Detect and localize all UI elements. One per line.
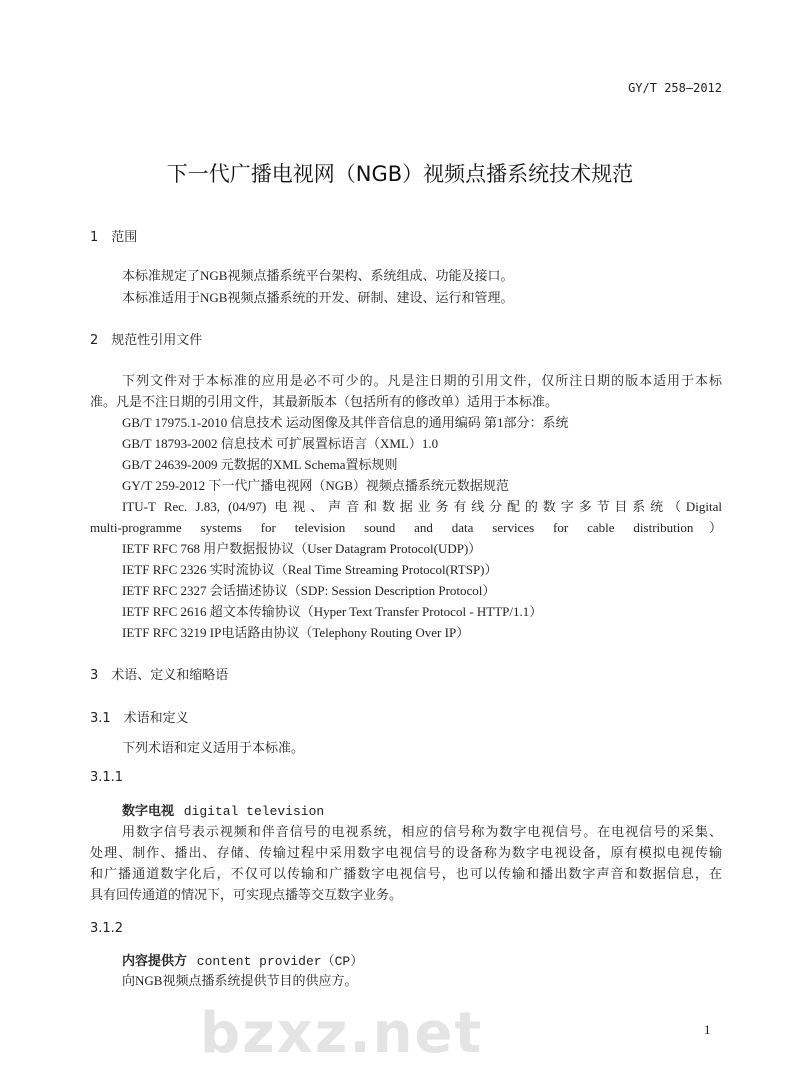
reference-item: IETF RFC 3219 IP电话路由协议（Telephony Routing Over IP） bbox=[122, 625, 470, 640]
term-entry bbox=[122, 802, 722, 820]
definition-line: 和广播通道数字化后，不仅可以传输和广播数字电视信号，也可以传输和播出数字声音和数据信息，在 bbox=[90, 866, 722, 881]
term-number: 3.1.1 bbox=[90, 770, 124, 785]
reference-item: IETF RFC 2326 实时流协议（Real Time Streaming Protocol(RTSP)） bbox=[122, 562, 498, 577]
definition-line: 处理、制作、播出、存储、传输过程中采用数字电视信号的设备称为数字电视设备，原有模拟电视传输 bbox=[90, 845, 722, 860]
reference-item: multi-programme systems for television sound and data services for cable distribution） bbox=[90, 520, 722, 535]
reference-item: ITU-T Rec. J.83, (04/97) 电视、声音和数据业务有线分配的数字多节目系统（Digital bbox=[122, 499, 722, 514]
paragraph: 准。凡是不注日期的引用文件，其最新版本（包括所有的修改单）适用于本标准。 bbox=[90, 394, 559, 409]
reference-item: IETF RFC 2616 超文本传输协议（Hyper Text Transfer Protocol - HTTP/1.1） bbox=[122, 604, 543, 619]
page-number: 1 bbox=[704, 1022, 711, 1037]
definition-line: 向NGB视频点播系统提供节目的供应方。 bbox=[122, 973, 358, 988]
reference-item: IETF RFC 2327 会话描述协议（SDP: Session Description Protocol） bbox=[122, 583, 496, 598]
standard-code: GY/T 258—2012 bbox=[628, 81, 722, 95]
section-3-heading: 3 术语、定义和缩略语 bbox=[90, 668, 229, 683]
reference-item: IETF RFC 768 用户数据报协议（User Datagram Protocol(UDP)） bbox=[122, 541, 482, 556]
watermark: bzxz.net bbox=[200, 1001, 484, 1066]
term-en: content provider（CP） bbox=[196, 954, 364, 969]
section-2-heading: 2 规范性引用文件 bbox=[90, 333, 203, 348]
term-zh: 数字电视 bbox=[122, 804, 175, 819]
term-zh: 内容提供方 bbox=[122, 954, 188, 969]
reference-item: GB/T 18793-2002 信息技术 可扩展置标语言（XML）1.0 bbox=[122, 436, 439, 451]
paragraph: 本标准规定了NGB视频点播系统平台架构、系统组成、功能及接口。 bbox=[122, 268, 514, 283]
paragraph: 本标准适用于NGB视频点播系统的开发、研制、建设、运行和管理。 bbox=[122, 290, 514, 305]
definition-line: 用数字信号表示视频和伴音信号的电视系统，相应的信号称为数字电视信号。在电视信号的采集、 bbox=[122, 824, 722, 839]
reference-item: GY/T 259-2012 下一代广播电视网（NGB）视频点播系统元数据规范 bbox=[122, 478, 509, 493]
term-number: 3.1.2 bbox=[90, 921, 124, 936]
term-entry bbox=[122, 952, 722, 970]
term-en: digital television bbox=[183, 804, 325, 819]
definition-line: 具有回传通道的情况下，可实现点播等交互数字业务。 bbox=[90, 887, 403, 902]
reference-item: GB/T 24639-2009 元数据的XML Schema置标规则 bbox=[122, 457, 398, 472]
paragraph: 下列术语和定义适用于本标准。 bbox=[122, 740, 305, 755]
page-title: 下一代广播电视网（NGB）视频点播系统技术规范 bbox=[166, 162, 634, 186]
reference-item: GB/T 17975.1-2010 信息技术 运动图像及其伴音信息的通用编码 第1部分：系统 bbox=[122, 415, 569, 430]
section-1-heading: 1 范围 bbox=[90, 230, 138, 245]
paragraph: 下列文件对于本标准的应用是必不可少的。凡是注日期的引用文件，仅所注日期的版本适用于本标 bbox=[122, 373, 722, 388]
section-3-1-heading: 3.1 术语和定义 bbox=[90, 711, 189, 726]
